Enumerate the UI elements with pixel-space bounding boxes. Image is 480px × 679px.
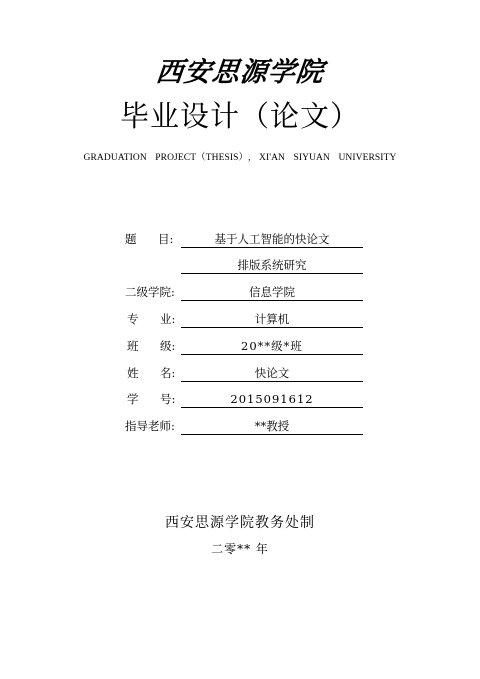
label-char: 学: [127, 392, 139, 406]
field-row-name: [0, 366, 480, 388]
field-row-student-id: [0, 392, 480, 414]
field-value-class: 20**级*班: [181, 339, 363, 355]
field-value-topic-line1: 基于人工智能的快论文: [181, 232, 363, 248]
label-char: 专: [127, 312, 139, 326]
label-char: 名:: [160, 366, 176, 380]
field-value-college: 信息学院: [181, 285, 363, 301]
label-char: 题: [125, 232, 137, 246]
field-row-topic: [0, 232, 480, 254]
label-char: 目:: [158, 232, 174, 246]
label-char: 班: [127, 339, 139, 353]
field-row-class: [0, 339, 480, 361]
english-subtitle: GRADUATION PROJECT（THESIS）, XI'AN SIYUAN UNIVERSITY: [83, 153, 397, 163]
label-char: 级:: [160, 339, 176, 353]
label-char: 姓: [127, 366, 139, 380]
issue-year: 二零** 年: [211, 542, 269, 556]
field-value-advisor: **教授: [181, 419, 363, 435]
university-logo-text: 西安思源学院: [154, 57, 326, 88]
field-row-advisor: [0, 419, 480, 441]
field-value-name: 快论文: [181, 366, 363, 382]
label-char: 号:: [160, 392, 176, 406]
field-label-advisor: 指导老师:: [125, 419, 175, 433]
issuing-office: 西安思源学院教务处制: [165, 515, 315, 531]
field-row-college: [0, 285, 480, 307]
field-value-topic-line2: 排版系统研究: [181, 258, 363, 274]
page-title: 毕业设计（论文）: [119, 99, 360, 133]
field-row-topic-line2: [0, 258, 480, 280]
field-value-major: 计算机: [181, 312, 363, 328]
label-char: 业:: [160, 312, 176, 326]
field-value-student-id: 2015091612: [181, 392, 363, 408]
field-label-college: 二级学院:: [125, 285, 175, 299]
field-row-major: [0, 312, 480, 334]
